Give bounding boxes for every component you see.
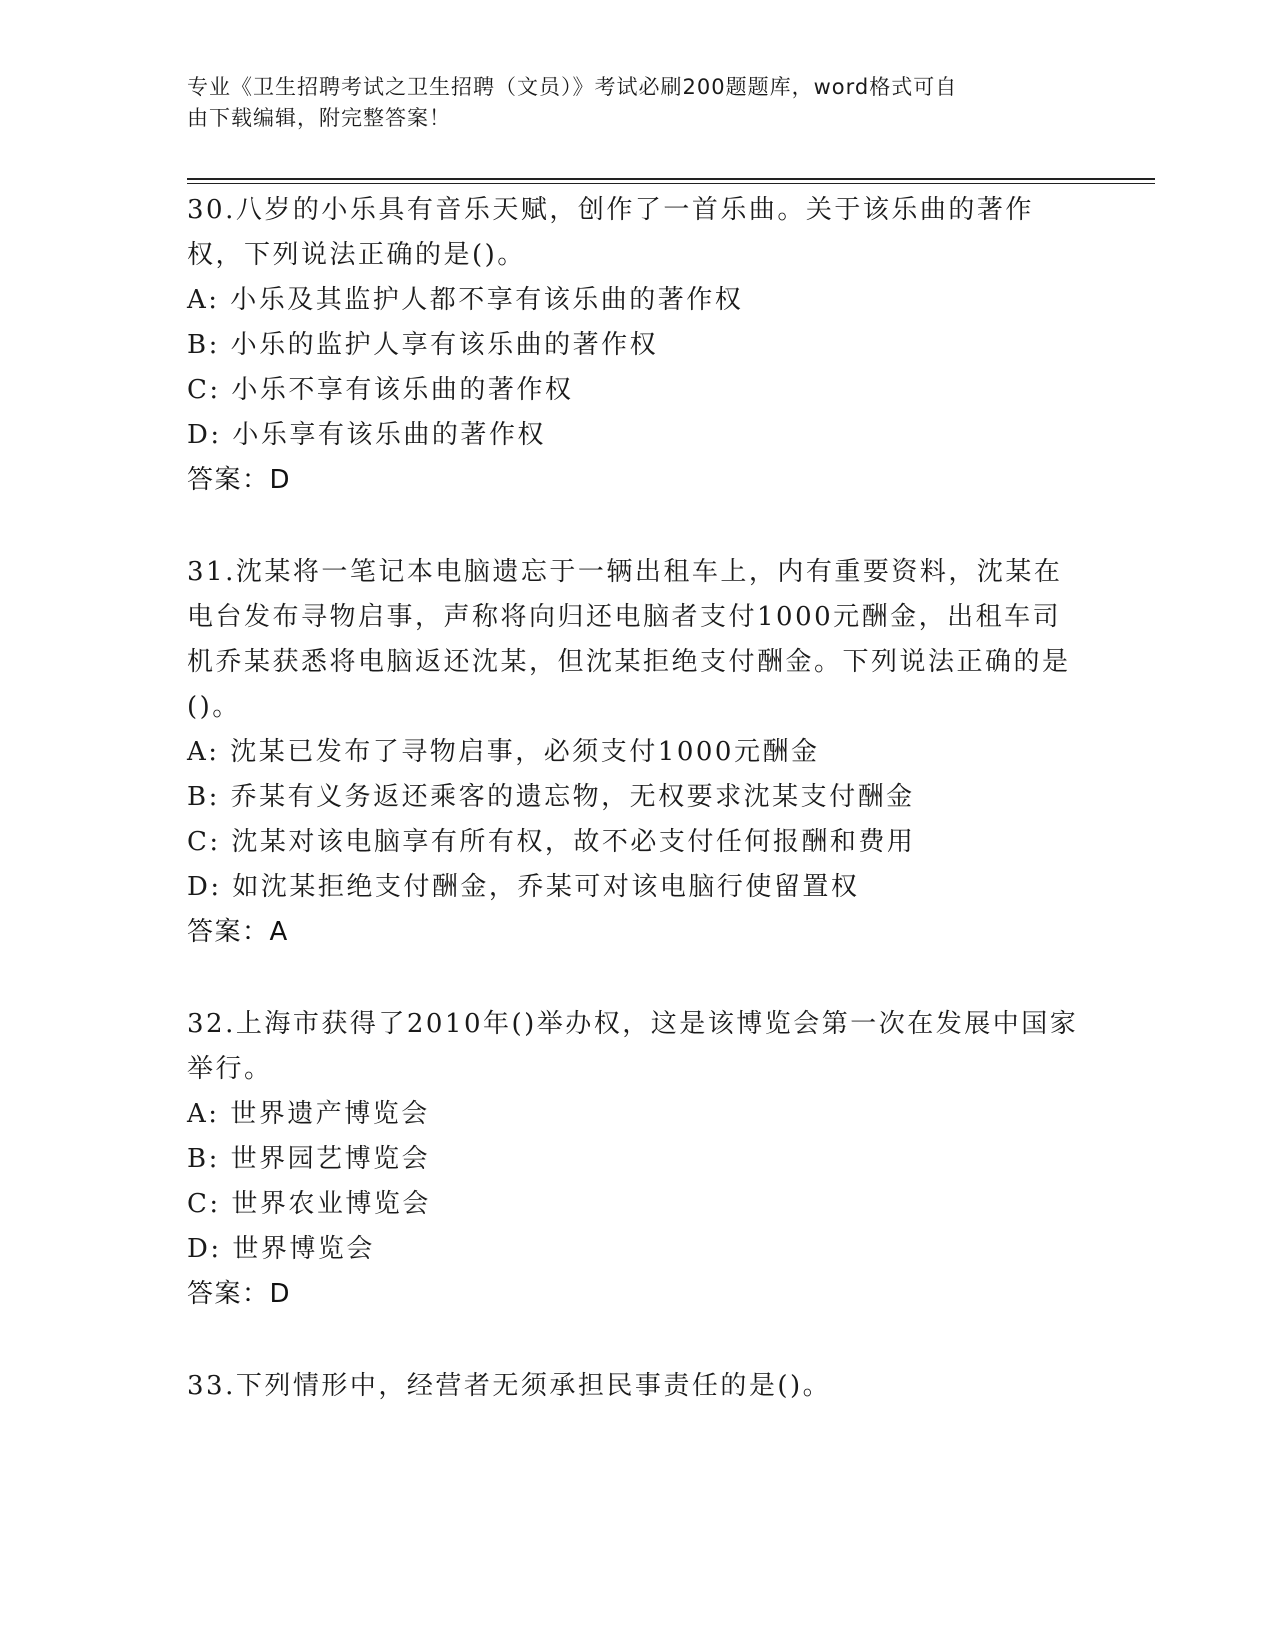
question-32: [187, 1002, 1087, 1317]
answer-label: 答案：A: [187, 917, 289, 947]
answer-label: 答案：D: [187, 1279, 292, 1309]
option-a: A: 沈某已发布了寻物启事，必须支付1000元酬金: [187, 737, 820, 767]
header-line-1: 专业《卫生招聘考试之卫生招聘（文员）》考试必刷200题题库，word格式可自: [187, 75, 958, 99]
document-header: [187, 72, 1067, 134]
question-stem: 31.沈某将一笔记本电脑遗忘于一辆出租车上，内有重要资料，沈某在电台发布寻物启事，声称将向归还电脑者支付1000元酬金，出租车司机乔某获悉将电脑返还沈某，但沈某拒绝支付酬金。下列说法正确的是()。: [187, 557, 1071, 722]
header-divider-thin: [187, 183, 1155, 184]
option-b: B: 乔某有义务返还乘客的遗忘物，无权要求沈某支付酬金: [187, 782, 915, 812]
question-stem: 30.八岁的小乐具有音乐天赋，创作了一首乐曲。关于该乐曲的著作权，下列说法正确的是()。: [187, 195, 1034, 270]
option-b: B: 世界园艺博览会: [187, 1144, 431, 1174]
option-d: D: 小乐享有该乐曲的著作权: [187, 420, 546, 450]
question-31: [187, 550, 1087, 955]
question-30: [187, 188, 1087, 503]
option-d: D: 如沈某拒绝支付酬金，乔某可对该电脑行使留置权: [187, 872, 860, 902]
option-b: B: 小乐的监护人享有该乐曲的著作权: [187, 330, 659, 360]
option-d: D: 世界博览会: [187, 1234, 375, 1264]
question-stem: 32.上海市获得了2010年()举办权，这是该博览会第一次在发展中国家举行。: [187, 1009, 1079, 1084]
question-list: [187, 188, 1087, 1456]
option-c: C: 小乐不享有该乐曲的著作权: [187, 375, 574, 405]
header-line-2: 由下载编辑，附完整答案！: [187, 106, 451, 130]
option-c: C: 世界农业博览会: [187, 1189, 431, 1219]
header-divider: [187, 178, 1155, 180]
question-stem: 33.下列情形中，经营者无须承担民事责任的是()。: [187, 1371, 832, 1401]
option-a: A: 世界遗产博览会: [187, 1099, 430, 1129]
option-c: C: 沈某对该电脑享有所有权，故不必支付任何报酬和费用: [187, 827, 916, 857]
question-33: [187, 1364, 1087, 1409]
option-a: A: 小乐及其监护人都不享有该乐曲的著作权: [187, 285, 744, 315]
answer-label: 答案：D: [187, 465, 292, 495]
